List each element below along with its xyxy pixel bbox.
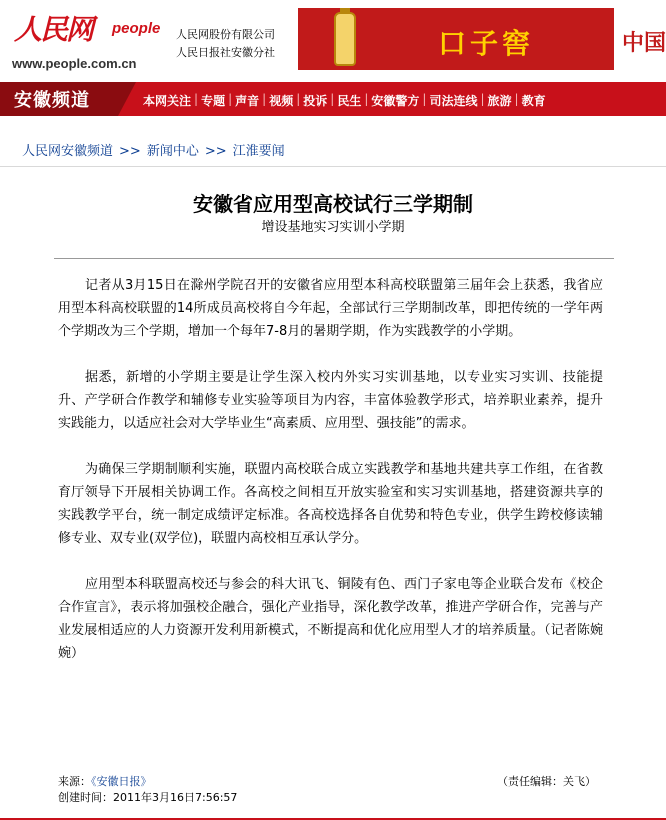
article-subtitle: 增设基地实习实训小学期 bbox=[261, 220, 405, 235]
nav-separator: | bbox=[262, 92, 267, 106]
responsible-editor: （责任编辑：关飞） bbox=[497, 775, 596, 788]
company-line-2: 人民日报社安徽分社 bbox=[176, 46, 275, 59]
article-source bbox=[58, 773, 152, 789]
article-paragraph: 为确保三学期制顺利实施，联盟内高校联合成立实践教学和基地共建共享工作组，在省教育厅领导下开展相关协调工作。各高校之间相互开放实验室和实习实训基地，搭建资源共享的实践教学平台，统一制定成绩评定标准。各高校选择各自优势和特色专业，供学生跨校修读辅修专业、双专业(双学位)，联盟内高校相互承认学分。 bbox=[58, 462, 603, 546]
nav-item[interactable]: 本网关注 bbox=[143, 94, 192, 108]
article-title: 安徽省应用型高校试行三学期制 bbox=[193, 192, 473, 216]
nav-item[interactable]: 教育 bbox=[521, 94, 546, 108]
breadcrumb-link[interactable]: 人民网安徽频道 bbox=[22, 144, 114, 159]
breadcrumb-link[interactable]: 江淮要闻 bbox=[232, 144, 285, 159]
nav-separator: | bbox=[330, 92, 335, 106]
nav-item[interactable]: 专题 bbox=[201, 94, 226, 108]
article-paragraph: 应用型本科联盟高校还与参会的科大讯飞、铜陵有色、西门子家电等企业联合发布《校企合作宣言》，表示将加强校企融合，强化产业指导，深化教学改革，推进产学研合作，完善与产业发展相适应的人力资源开发利用新模式，不断提高和优化应用型人才的培养质量。（记者陈婉婉） bbox=[58, 577, 603, 661]
article-paragraph: 据悉，新增的小学期主要是让学生深入校内外实习实训基地，以专业实习实训、技能提升、产学研合作教学和辅修专业实验等项目为内容，丰富体验教学形式，培养职业素养，提升实践能力，以适应社会对大学毕业生“高素质、应用型、强技能”的需求。 bbox=[58, 370, 603, 431]
created-time: 创建时间：2011年3月16日7:56:57 bbox=[58, 791, 238, 804]
nav-item[interactable]: 民生 bbox=[337, 94, 362, 108]
logo-chinese: 人民网 bbox=[14, 13, 93, 46]
people-logo[interactable] bbox=[8, 6, 168, 72]
breadcrumb-link[interactable]: 新闻中心 bbox=[146, 144, 199, 159]
page-header bbox=[0, 0, 666, 82]
bottle-icon bbox=[334, 12, 356, 66]
banner-ad[interactable] bbox=[298, 8, 666, 70]
nav-menu bbox=[140, 92, 549, 109]
channel-tab-notch bbox=[118, 82, 136, 116]
article-body bbox=[58, 274, 603, 688]
logo-url: www.people.com.cn bbox=[12, 56, 137, 71]
source-label: 来源： bbox=[58, 775, 91, 788]
breadcrumb bbox=[22, 140, 285, 159]
company-line-1: 人民网股份有限公司 bbox=[176, 28, 275, 41]
channel-label[interactable]: 安徽频道 bbox=[14, 90, 90, 111]
nav-item[interactable]: 司法连线 bbox=[429, 94, 478, 108]
nav-item[interactable]: 视频 bbox=[269, 94, 294, 108]
nav-item[interactable]: 投诉 bbox=[303, 94, 328, 108]
ad-brand-text: 口子窖 bbox=[438, 27, 535, 60]
title-divider bbox=[54, 258, 614, 259]
nav-separator: | bbox=[228, 92, 233, 106]
nav-separator: | bbox=[364, 92, 369, 106]
logo-english: people bbox=[112, 20, 161, 37]
source-link[interactable]: 《安徽日报》 bbox=[91, 775, 152, 788]
company-info bbox=[176, 26, 275, 62]
nav-item[interactable]: 安徽警方 bbox=[371, 94, 420, 108]
nav-separator: | bbox=[296, 92, 301, 106]
article-paragraph: 记者从3月15日在滁州学院召开的安徽省应用型本科高校联盟第三届年会上获悉，我省应用型本科高校联盟的14所成员高校将自今年起，全部试行三学期制改革，即把传统的一学年两个学期改为三个学期，增加一个每年7-8月的暑期学期，作为实践教学的小学期。 bbox=[58, 278, 603, 339]
nav-item[interactable]: 声音 bbox=[235, 94, 260, 108]
breadcrumb-separator: >> bbox=[204, 144, 227, 159]
nav-separator: | bbox=[514, 92, 519, 106]
nav-separator: | bbox=[422, 92, 427, 106]
nav-separator: | bbox=[194, 92, 199, 106]
breadcrumb-divider bbox=[0, 166, 666, 167]
nav-item[interactable]: 旅游 bbox=[487, 94, 512, 108]
nav-separator: | bbox=[480, 92, 485, 106]
breadcrumb-separator: >> bbox=[119, 144, 141, 159]
ad-right-text: 中国 bbox=[622, 30, 666, 56]
